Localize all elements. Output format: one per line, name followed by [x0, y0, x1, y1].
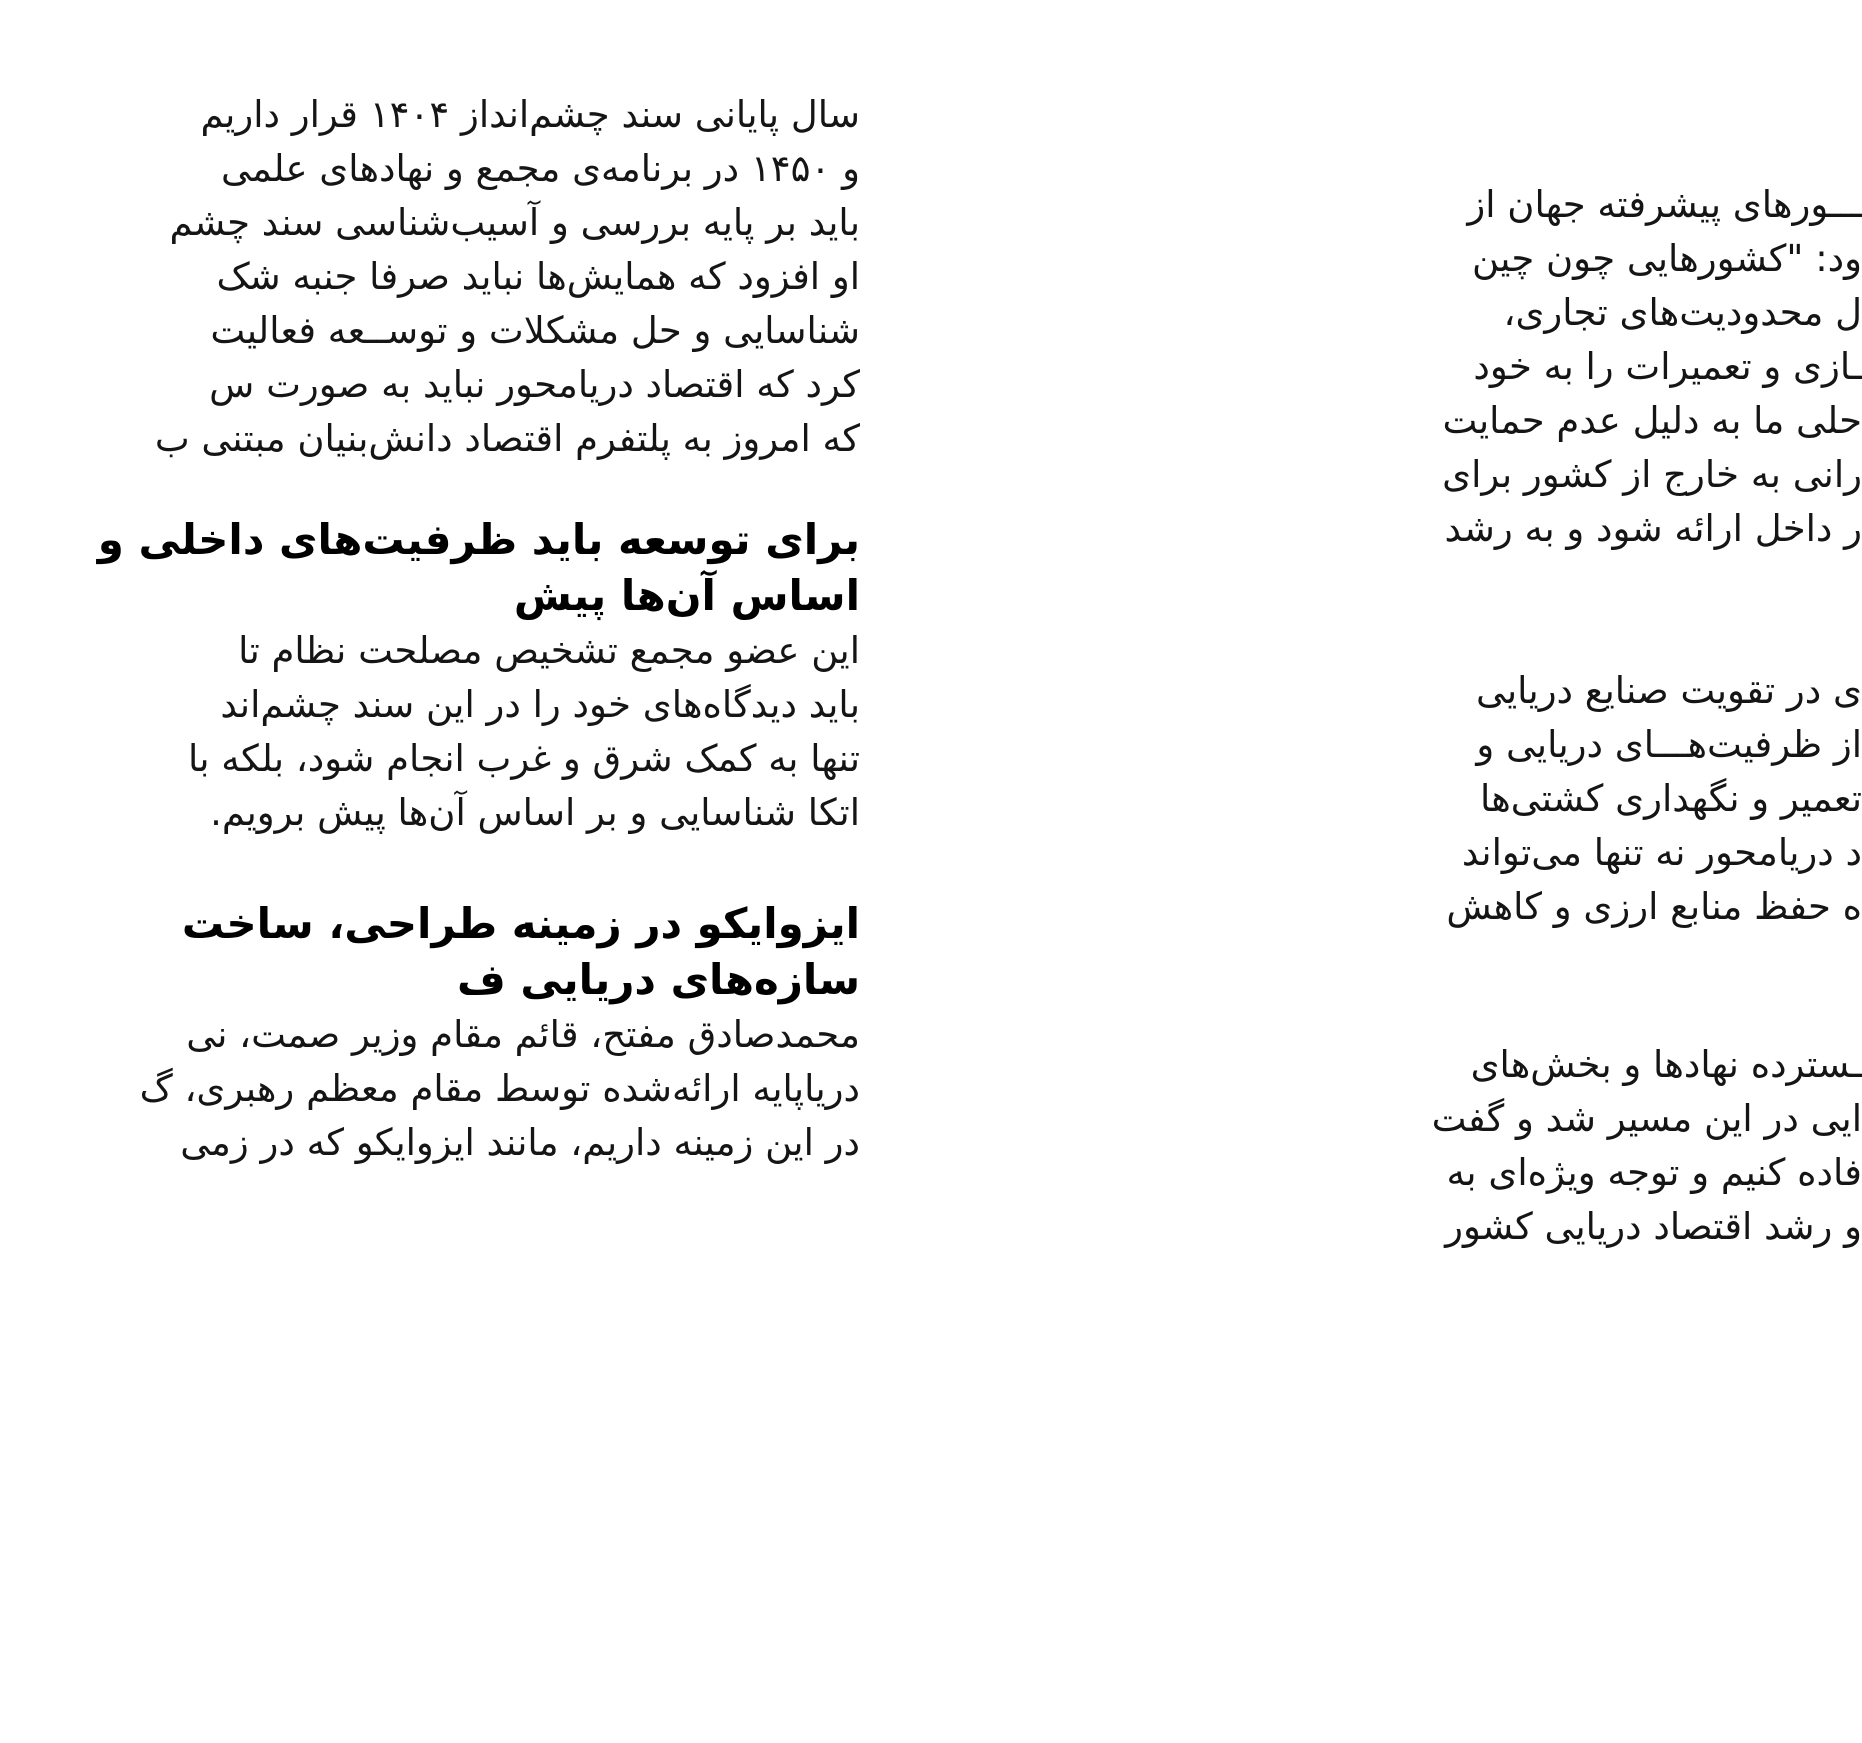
body-line: ه حفظ منابع ارزی و کاهش	[1446, 885, 1862, 928]
body-line: محمدصادق مفتح، قائم مقام وزیر صمت، نی	[186, 1013, 860, 1056]
section-heading-1	[0, 512, 860, 624]
spacer	[0, 840, 860, 896]
heading-line: اساس آن‌ها پیش	[513, 571, 860, 620]
body-line: ـــورهای پیشرفته جهان از	[1467, 183, 1862, 226]
body-line: دریاپایه ارائه‌شده توسط مقام معظم رهبری، گ	[139, 1067, 860, 1110]
right-paragraph-1	[962, 178, 1862, 556]
body-line: ر داخل ارائه شود و به رشد	[1444, 507, 1862, 550]
section-1-paragraph	[0, 624, 860, 840]
spacer	[962, 934, 1862, 1038]
right-text-column	[962, 178, 1862, 1254]
body-line: د دریامحور نه تنها می‌تواند	[1461, 831, 1862, 874]
body-line: ل محدودیت‌های تجاری،	[1503, 291, 1862, 334]
intro-paragraph	[0, 88, 860, 466]
intro-line: کرد که اقتصاد دریامحور نباید به صورت س	[209, 363, 860, 406]
section-2-paragraph	[0, 1008, 860, 1170]
left-text-column	[0, 88, 860, 1170]
intro-line: و ۱۴۵۰ در برنامه‌ی مجمع و نهادهای علمی	[220, 147, 860, 190]
intro-line: سال پایانی سند چشم‌انداز ۱۴۰۴ قرار داریم	[200, 93, 860, 136]
body-line: ایی در این مسیر شد و گفت	[1431, 1097, 1862, 1140]
intro-line: که امروز به پلتفرم اقتصاد دانش‌بنیان مبتنی ب	[154, 417, 860, 460]
heading-line: برای توسعه باید ظرفیت‌های داخلی و	[97, 515, 860, 564]
body-line: رانی به خارج از کشور برای	[1442, 453, 1862, 496]
heading-line: سازه‌های دریایی ف	[457, 955, 860, 1004]
intro-line: باید بر پایه بررسی و آسیب‌شناسی سند چشم	[169, 201, 860, 244]
spacer	[0, 466, 860, 512]
intro-line: شناسایی و حل مشکلات و توســعه فعالیت	[210, 309, 860, 352]
body-line: از ظرفیت‌هـــای دریایی و	[1476, 723, 1862, 766]
right-paragraph-3	[962, 1038, 1862, 1254]
spacer	[962, 556, 1862, 664]
intro-line: او افزود که همایش‌ها نباید صرفا جنبه شک	[216, 255, 860, 298]
right-paragraph-2	[962, 664, 1862, 934]
body-line: باید دیدگاه‌های خود را در این سند چشم‌اند	[220, 683, 860, 726]
body-line: تعمیر و نگهداری کشتی‌ها	[1480, 777, 1862, 820]
body-line: ود: "کشورهایی چون چین	[1472, 237, 1862, 280]
heading-line: ایزوایکو در زمینه طراحی، ساخت	[181, 899, 860, 948]
body-line: ی در تقویت صنایع دریایی	[1475, 669, 1862, 712]
section-heading-2	[0, 896, 860, 1008]
body-line: حلی ما به دلیل عدم حمایت	[1442, 399, 1862, 442]
body-line: فاده کنیم و توجه ویژه‌ای به	[1446, 1151, 1862, 1194]
body-line: ـازی و تعمیرات را به خود	[1473, 345, 1862, 388]
body-line: و رشد اقتصاد دریایی کشور	[1445, 1205, 1862, 1248]
body-line: در این زمینه داریم، مانند ایزوایکو که در زمی	[180, 1121, 860, 1164]
body-line: اتکا شناسایی و بر اساس آن‌ها پیش برویم.	[210, 791, 860, 834]
body-line: این عضو مجمع تشخیص مصلحت نظام تا	[238, 629, 860, 672]
body-line: تنها به کمک شرق و غرب انجام شود، بلکه با	[187, 737, 860, 780]
body-line: ـسترده نهادها و بخش‌های	[1470, 1043, 1862, 1086]
